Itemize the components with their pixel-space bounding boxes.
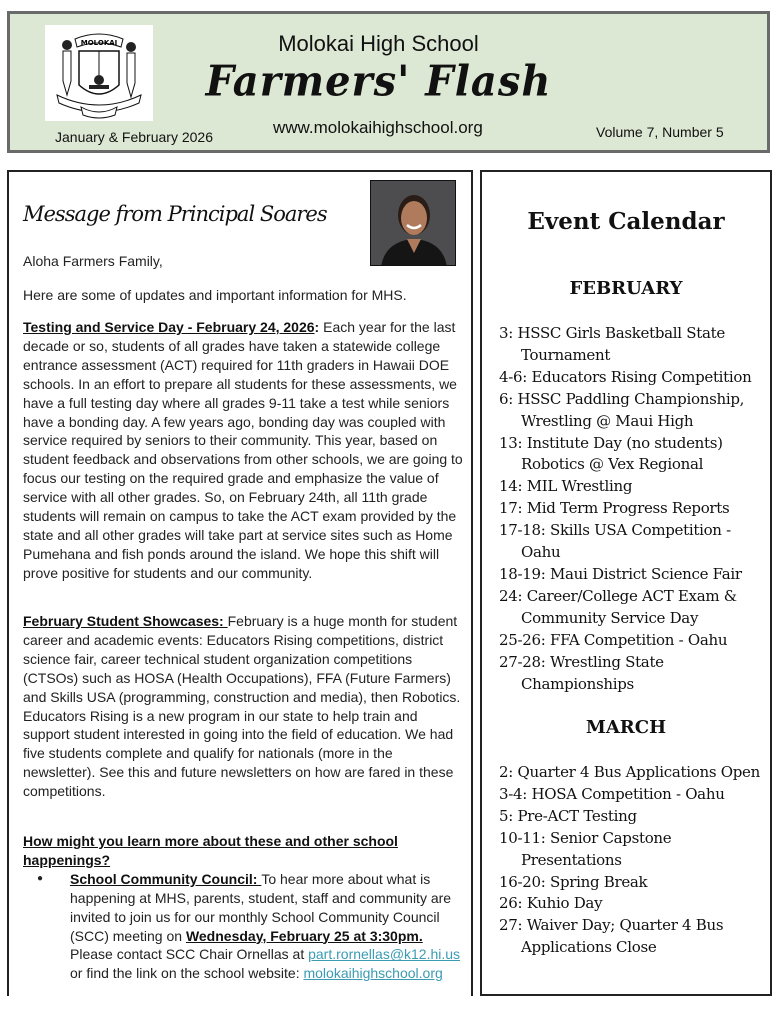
showcase-body: February is a huge month for student career and academic events: Educators Rising competitions, district science fair, career technical student organization competitions (CTSOs) such as HOSA (Health Occupations), FFA (Future Farmers) and Skills USA (programming, construction and media), then Robotics. Educators Rising is a new program in our state to help train and support student interested in going into the field of education. We had five students complete and qualify for nationals (more in the newsletter). See this and future newsletters on how are fared in these competitions. — [23, 613, 461, 800]
calendar-event: 25-26: FFA Competition - Oahu — [499, 630, 728, 649]
scc-email-link[interactable]: part.rornellas@k12.hi.us — [308, 946, 461, 963]
calendar-event: 17-18: Skills USA Competition - Oahu — [499, 521, 731, 562]
greeting: Aloha Farmers Family, — [23, 253, 163, 269]
calendar-event: 4-6: Educators Rising Competition — [499, 367, 752, 386]
event-calendar-column — [480, 170, 772, 996]
scc-date: Wednesday, February 25 at 3:30pm. — [185, 927, 423, 944]
issue-date: January & February 2026 — [55, 129, 213, 145]
website-link[interactable]: www.molokaihighschool.org — [273, 118, 483, 137]
calendar-event: 16-20: Spring Break — [499, 872, 648, 891]
testing-body: Each year for the last decade or so, students of all grades have taken a statewide college entrance assessment (ACT) required for 11th graders in Hawaii DOE schools. In an effort to prepare all students for these assessments, we have a full testing day where all grades 9-11 take a test while seniors have a bonding day. A few years ago, bonding day was coupled with service required by seniors to their community. This year, based on student feedback and observations from other schools, we are going to focus our testing on the required grade and emphasize the value of service with all other grades. So, on February 24th, all 11th grade students will remain on campus to take the ACT exam provided by the state and all other grades will take part at service sites such as Home Pumehana and fish ponds around the island. We hope this shift will prove positive for students and our community. — [23, 319, 463, 581]
school-name: Molokai High School — [278, 31, 479, 56]
list-item-scc — [23, 870, 463, 983]
calendar-event: 17: Mid Term Progress Reports — [499, 499, 730, 518]
testing-paragraph — [23, 318, 463, 583]
february-events — [499, 323, 771, 695]
calendar-event: 3-4: HOSA Competition - Oahu — [499, 784, 725, 803]
newsletter-title: Farmers' Flash — [205, 56, 552, 107]
scc-body: To hear more about what is happening at MHS, parents, student, staff and community are invited to join us for our monthly School Community Council (SCC) meeting on — [70, 870, 452, 944]
month-heading-february: FEBRUARY — [569, 278, 683, 299]
calendar-event: 2: Quarter 4 Bus Applications Open — [499, 763, 760, 781]
testing-heading: Testing and Service Day - February 24, 2026 — [23, 319, 315, 335]
calendar-event: 10-11: Senior Capstone Presentations — [499, 828, 672, 869]
calendar-event: 27-28: Wrestling State Championships — [499, 652, 664, 693]
showcase-paragraph — [23, 612, 463, 801]
learn-heading: How might you learn more about these and other school happenings? — [23, 833, 398, 868]
calendar-event: 14: MIL Wrestling — [499, 477, 633, 496]
learn-more-section — [23, 832, 463, 983]
message-title: Message from Principal Soares — [23, 202, 327, 226]
calendar-event: 26: Kuhio Day — [499, 894, 603, 913]
newsletter-header — [7, 11, 770, 153]
showcase-heading: February Student Showcases: — [23, 613, 228, 629]
colon: : — [314, 319, 320, 335]
calendar-event: 6: HSSC Paddling Championship, Wrestling @ Maui High — [499, 389, 745, 430]
school-website-link[interactable]: molokaihighschool.org — [303, 965, 443, 982]
svg-text:MOLOKAI: MOLOKAI — [80, 39, 118, 47]
issue-volume: Volume 7, Number 5 — [596, 124, 724, 140]
scc-body: Please contact SCC Chair Ornellas at — [70, 946, 309, 963]
scc-heading: School Community Council: — [70, 870, 262, 887]
principal-message-column — [7, 170, 473, 996]
calendar-event: 5: Pre-ACT Testing — [499, 806, 637, 825]
calendar-event: 24: Career/College ACT Exam & Community Service Day — [499, 586, 737, 627]
calendar-event: 13: Institute Day (no students) Robotics @ Vex Regional — [499, 433, 723, 474]
calendar-title: Event Calendar — [527, 208, 725, 235]
calendar-event: 27: Waiver Day; Quarter 4 Bus Applications Close — [499, 916, 724, 957]
month-heading-march: MARCH — [585, 717, 667, 738]
calendar-event: 3: HSSC Girls Basketball State Tournament — [499, 324, 725, 364]
scc-body: or find the link on the school website: — [70, 965, 304, 982]
intro-paragraph: Here are some of updates and important information for MHS. — [23, 287, 407, 303]
march-events — [499, 762, 771, 959]
calendar-event: 18-19: Maui District Science Fair — [499, 564, 742, 583]
